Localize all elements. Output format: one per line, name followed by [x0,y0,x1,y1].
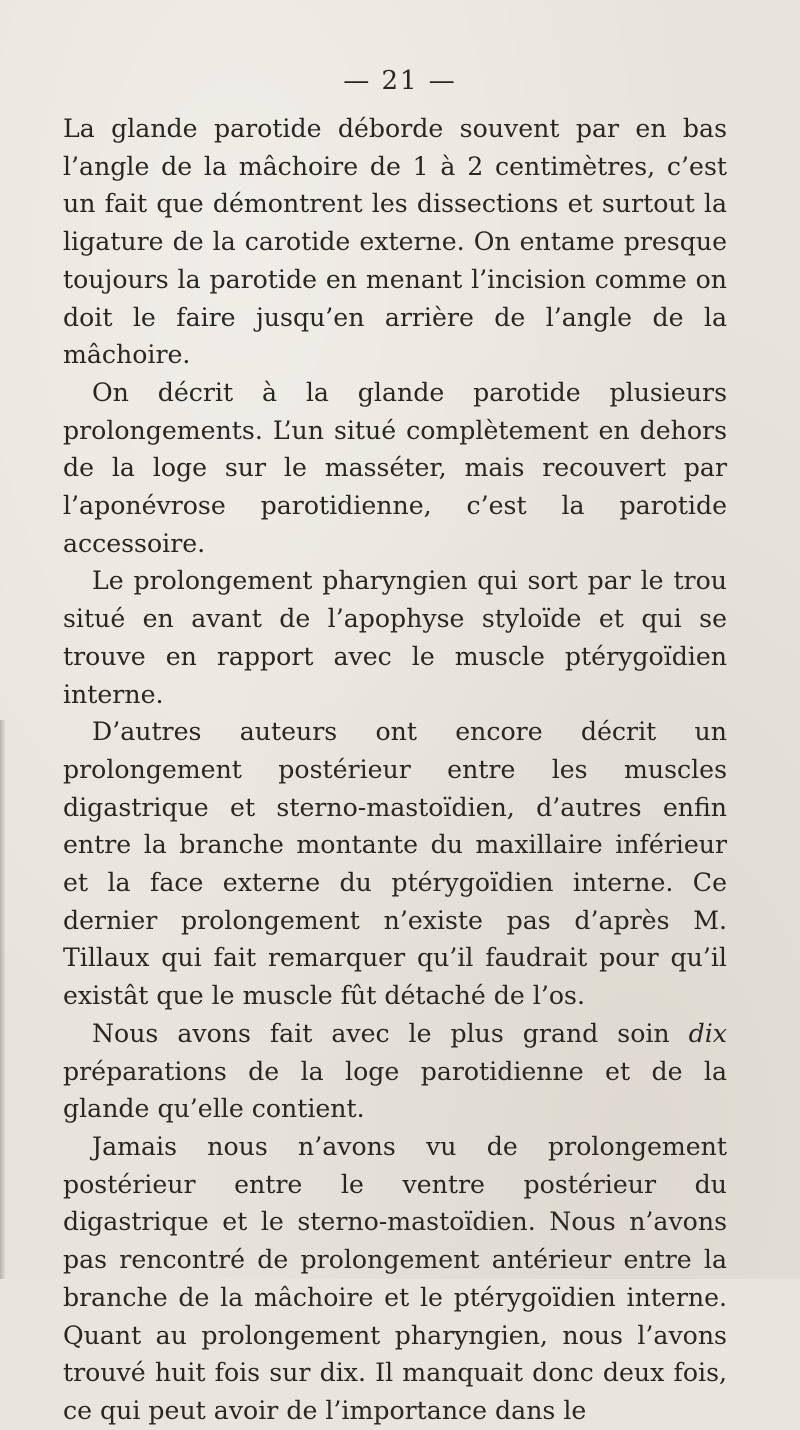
paragraph-5-before: Nous avons fait avec le plus grand soin [92,1018,689,1048]
paragraph-5 [63,1015,727,1128]
paragraph-2: On décrit à la glande parotide plusieurs prolongements. L’un situé complètement en dehors de la loge sur le masséter, mais recouvert par l’aponévrose parotidienne, c’est la parotide accessoire. [63,377,727,558]
paragraph-1: La glande parotide déborde souvent par en bas l’angle de la mâchoire de 1 à 2 centimètres, c’est un fait que démontrent les dissections et surtout la ligature de la carotide externe. On entame presque toujours la parotide en menant l’incision comme on doit le faire jusqu’en arrière de l’angle de la mâchoire. [63,114,727,370]
paragraph-6: Jamais nous n’avons vu de prolongement postérieur entre le ventre postérieur du digastrique et le sterno-mastoïdien. Nous n’avons pas rencontré de prolongement antérieur entre la branche de la mâchoire et le ptérygoïdien interne. Quant au prolongement pharyngien, nous l’avons trouvé huit fois sur dix. Il manquait donc deux fois, ce qui peut avoir de l’importance dans le [63,1131,727,1425]
paragraph-5-after: préparations de la loge parotidienne et de la glande qu’elle contient. [63,1056,727,1124]
paragraph-5-italic: dix [688,1018,727,1048]
paragraph-4: D’autres auteurs ont encore décrit un prolongement postérieur entre les muscles digastrique et sterno-mastoïdien, d’autres enfin entre la branche montante du maxillaire inférieur et la face externe du ptérygoïdien interne. Ce dernier prolongement n’existe pas d’après M. Tillaux qui fait remarquer qu’il faudrait pour qu’il existât que le muscle fût détaché de l’os. [63,717,727,1011]
page-number: — 21 — [343,66,457,96]
page-edge-shadow [0,720,6,1279]
paragraph-3: Le prolongement pharyngien qui sort par le trou situé en avant de l’apophyse styloïde et qui se trouve en rapport avec le muscle ptérygoïdien interne. [63,566,727,709]
body-text [63,110,727,1430]
